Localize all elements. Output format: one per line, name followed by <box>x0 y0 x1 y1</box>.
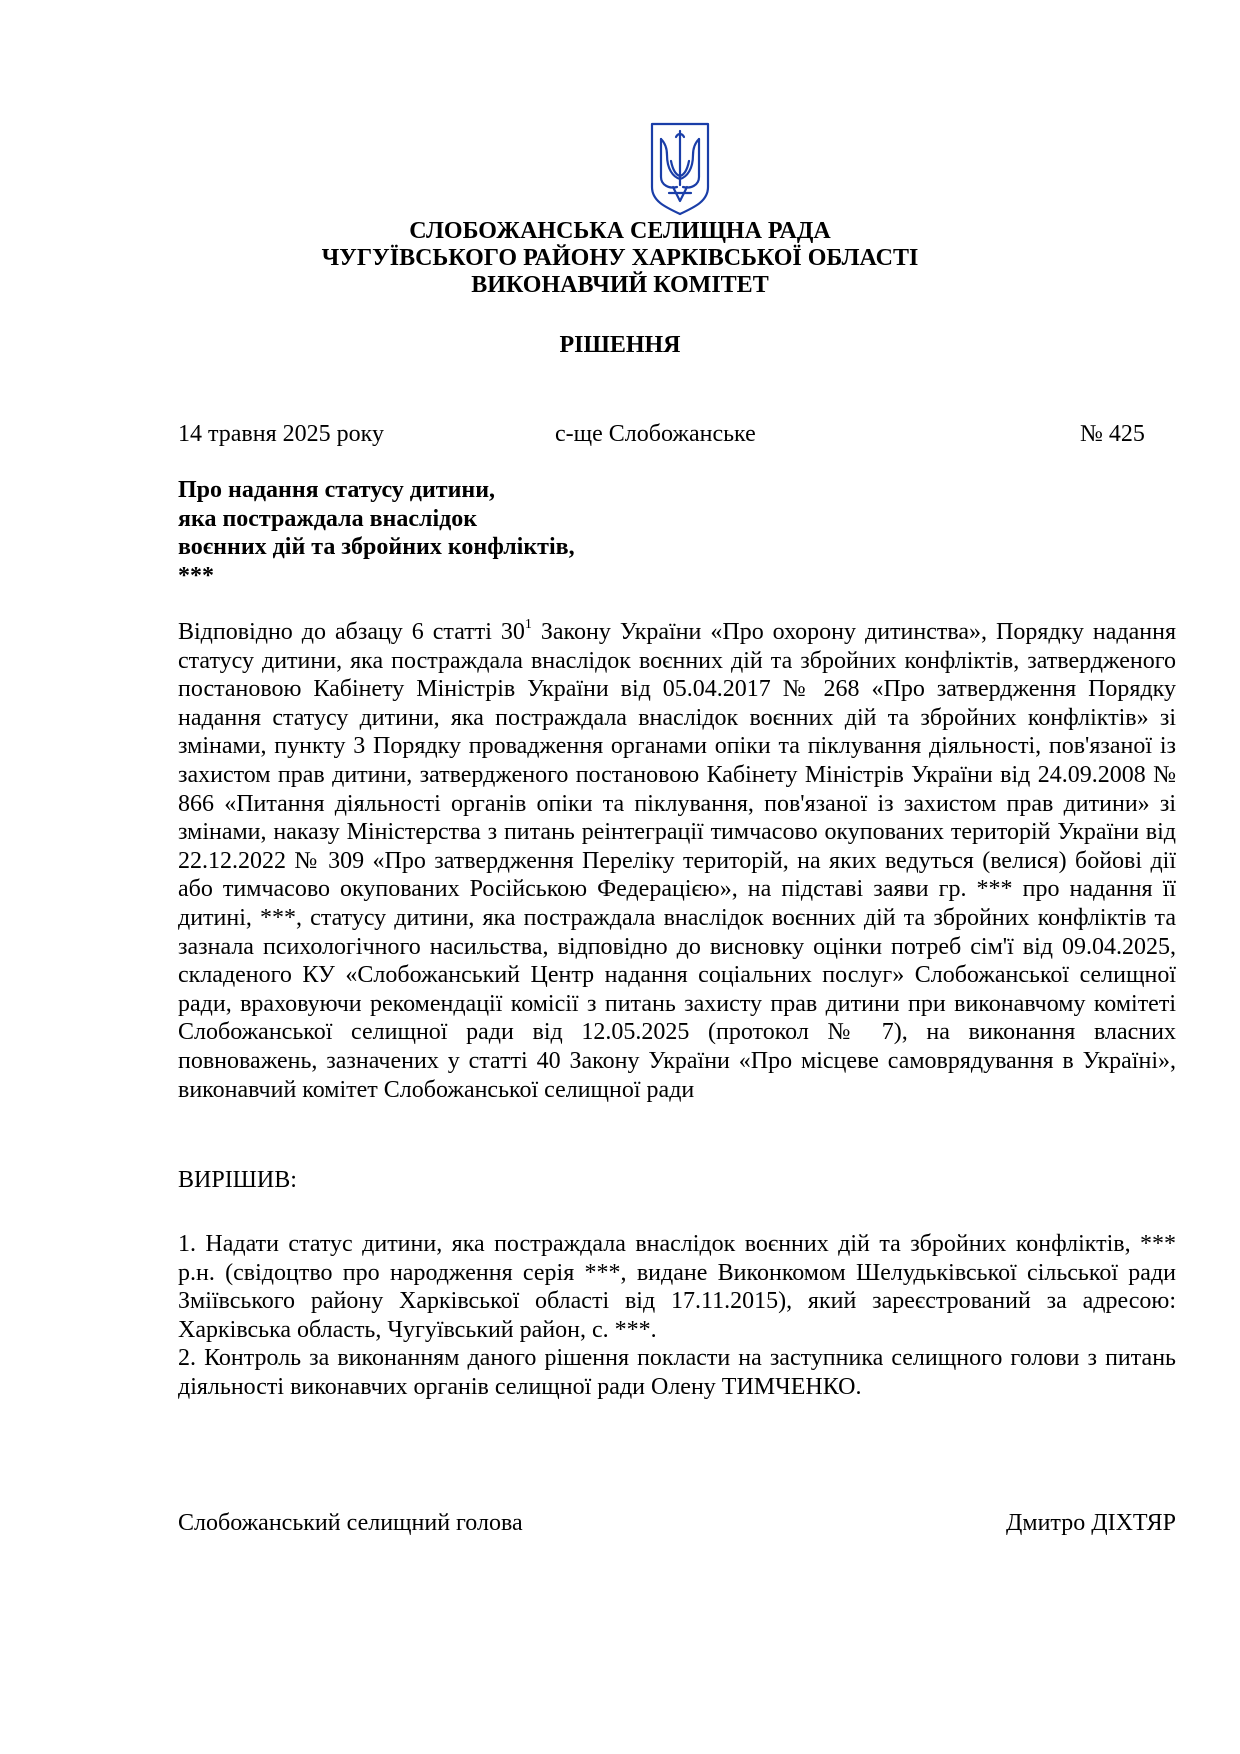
subject-line: *** <box>178 562 214 589</box>
header-district-name: ЧУГУЇВСЬКОГО РАЙОНУ ХАРКІВСЬКОЇ ОБЛАСТІ <box>321 245 919 271</box>
decision-place: с-ще Слобожанське <box>555 421 756 447</box>
header-council-name: СЛОБОЖАНСЬКА СЕЛИЩНА РАДА <box>409 218 831 244</box>
subject-line: яка постраждала внаслідок <box>178 505 478 532</box>
subject-line: Про надання статусу дитини, <box>178 477 496 503</box>
preamble-paragraph <box>178 618 1176 1104</box>
trident-emblem-icon <box>649 121 711 217</box>
decision-date: 14 травня 2025 року <box>178 421 384 447</box>
decision-subject <box>178 476 698 590</box>
signature-role: Слобожанський селищний голова <box>178 1510 523 1536</box>
decision-points <box>178 1230 1176 1402</box>
header-committee-name: ВИКОНАВЧИЙ КОМІТЕТ <box>471 272 769 298</box>
preamble-text-rest: Закону України «Про охорону дитинства», Порядку надання статусу дитини, яка постраждала внаслідок воєнних дій та збройних конфліктів, затвердженого постановою Кабінету Міністрів України від 05.04.2017 № 268 «Про затвердження Порядку надання статусу дитини, яка постраждала внаслідок воєнних дій та збройних конфліктів» зі змінами, пункту 3 Порядку провадження органами опіки та піклування діяльності, пов'язаної із захистом прав дитини, затвердженого постановою Кабінету Міністрів України від 24.09.2008 № 866 «Питання діяльності органів опіки та піклування, пов'язаної із захистом прав дитини» зі змінами, наказу Міністерства з питань реінтеграції тимчасово окупованих територій України від 22.12.2022 № 309 «Про затвердження Переліку територій, на яких ведуться (велися) бойові дії або тимчасово окупованих Російською Федерацією», на підставі заяви гр. *** про надання її дитині, ***, статусу дитини, яка постраждала внаслідок воєнних дій та збройних конфліктів та зазнала психологічного насильства, відповідно до висновку оцінки потреб сім'ї від 09.04.2025, складеного КУ «Слобожанський Центр надання соціальних послуг» Слобожанської селищної ради, враховуючи рекомендації комісії з питань захисту прав дитини при виконавчому комітеті Слобожанської селищної ради від 12.05.2025 (протокол № 7), на виконання власних повноважень, зазначених у статті 40 Закону України «Про місцеве самоврядування в Україні», виконавчий комітет Слобожанської селищної ради <box>178 619 1177 1103</box>
decision-number: № 425 <box>1080 421 1145 447</box>
decision-point-2: 2. Контроль за виконанням даного рішення покласти на заступника селищного голови з питань діяльності виконавчих органів селищної ради Олену ТИМЧЕНКО. <box>178 1345 1176 1400</box>
resolved-label: ВИРІШИВ: <box>178 1167 297 1193</box>
organization-header <box>0 218 1240 299</box>
signature-name: Дмитро ДІХТЯР <box>1006 1510 1176 1536</box>
subject-line: воєнних дій та збройних конфліктів, <box>178 534 575 560</box>
decision-title: РІШЕННЯ <box>559 332 681 358</box>
preamble-text-start: Відповідно до абзацу 6 статті 30 <box>178 619 525 645</box>
article-superscript: 1 <box>524 617 532 632</box>
decision-point-1: 1. Надати статус дитини, яка постраждала внаслідок воєнних дій та збройних конфліктів, *** р.н. (свідоцтво про народження серія ***, видане Виконкомом Шелудьківської сільської ради Зміївського району Харківської області від 17.11.2015), який зареєстрований за адресою: Харківська область, Чугуївський район, с. ***. <box>178 1231 1176 1343</box>
